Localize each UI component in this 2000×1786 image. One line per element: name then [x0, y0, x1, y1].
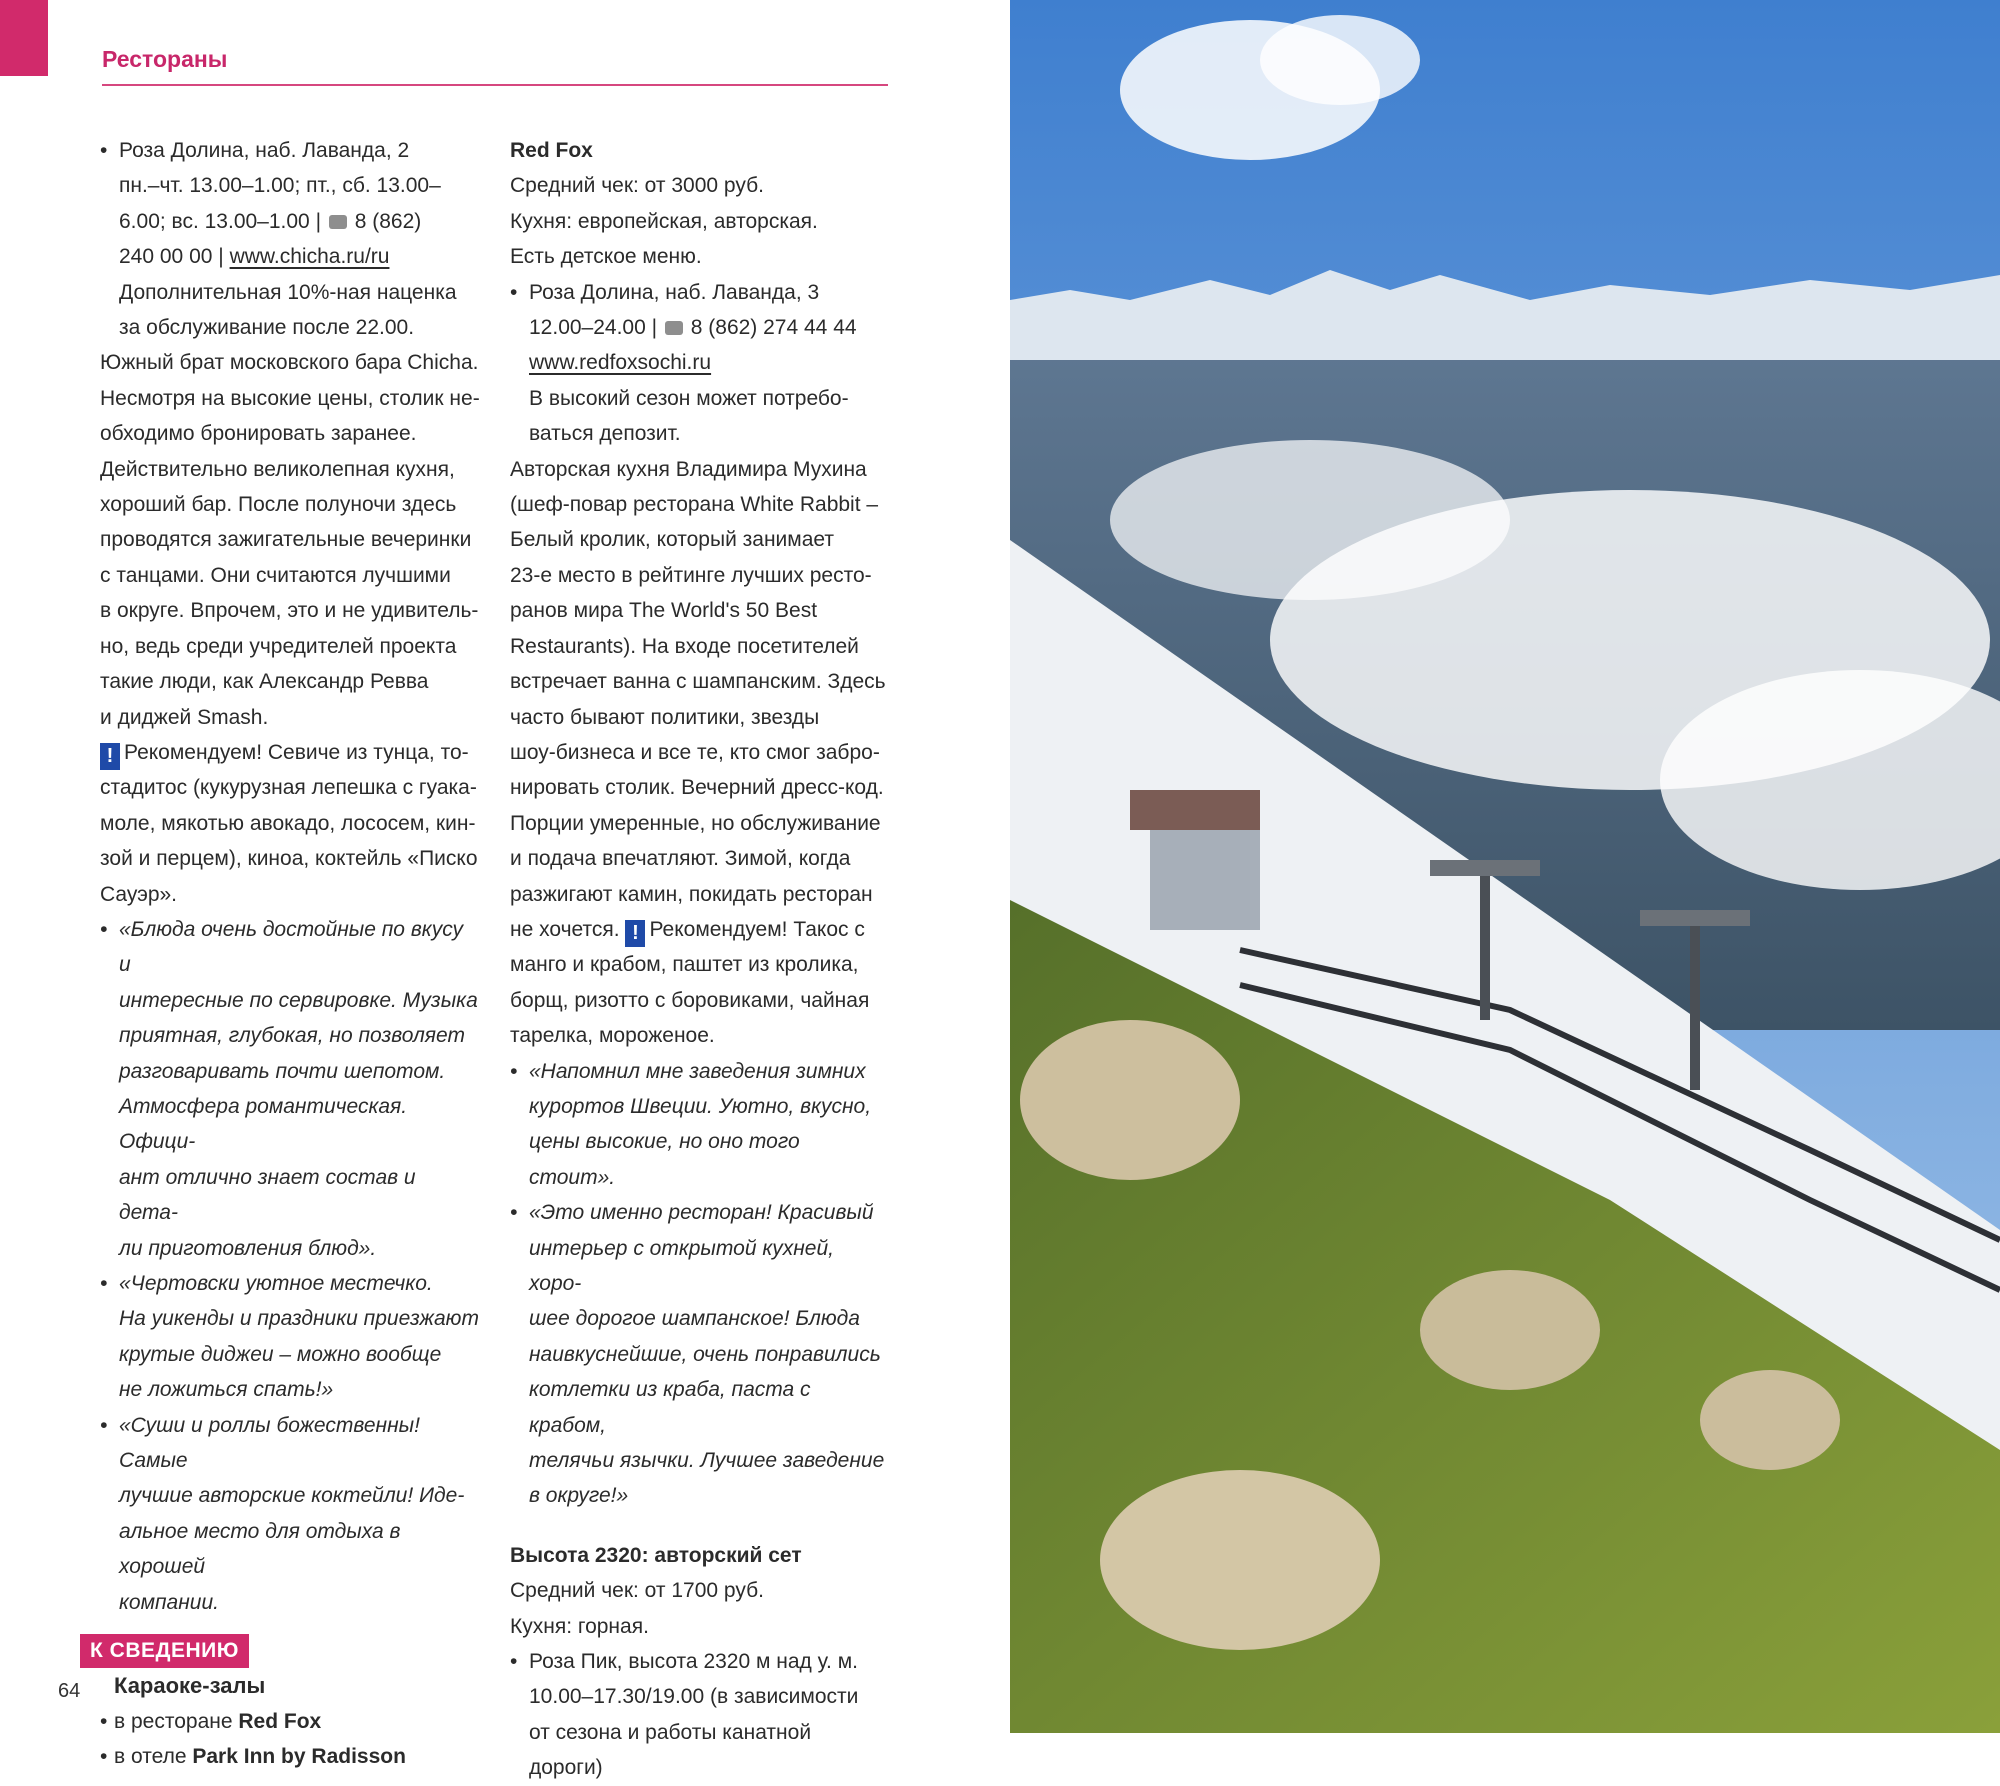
chicha-body: обходимо бронировать заранее.	[100, 422, 417, 446]
review: наивкуснейшие, очень понравились	[529, 1342, 881, 1366]
chicha-body: но, ведь среди учредителей проекта	[100, 634, 457, 658]
section-title: Рестораны	[102, 46, 228, 72]
lift-pylon-head	[1430, 860, 1540, 876]
chicha-recommend: моле, мякотью авокадо, лососем, кин-	[100, 811, 476, 835]
vysota-cuisine: Кухня: горная.	[510, 1614, 649, 1638]
review: курортов Швеции. Уютно, вкусно,	[529, 1094, 872, 1118]
chicha-website-link[interactable]: www.chicha.ru/ru	[229, 245, 390, 269]
review: ли приготовления блюд».	[119, 1236, 377, 1260]
chicha-hours-2: 6.00; вс. 13.00–1.00 | 8 (862)	[119, 209, 422, 233]
red-fox-body: часто бывают политики, звезды	[510, 705, 820, 729]
chicha-body: проводятся зажигательные вечеринки	[100, 528, 472, 552]
red-fox-body: Restaurants). На входе посетителей	[510, 634, 859, 658]
red-fox-recommend: тарелка, мороженое.	[510, 1024, 715, 1048]
red-fox-deposit: ваться депозит.	[529, 422, 681, 446]
cloud	[1260, 15, 1420, 105]
red-fox-check: Средний чек: от 3000 руб.	[510, 174, 764, 198]
station-roof	[1130, 790, 1260, 830]
review: цены высокие, но оно того стоит».	[529, 1130, 800, 1189]
red-fox-body: нировать столик. Вечерний дресс-код.	[510, 776, 884, 800]
mountain-landscape-image	[1010, 0, 2000, 1733]
info-box-heading: Караоке-залы	[114, 1673, 266, 1699]
lift-pylon	[1480, 860, 1490, 1020]
chicha-hours: пн.–чт. 13.00–1.00; пт., сб. 13.00–	[119, 174, 441, 198]
red-fox-body: Авторская кухня Владимира Мухина	[510, 457, 867, 481]
chicha-surcharge: Дополнительная 10%-ная наценка	[119, 280, 457, 304]
red-fox-body: шоу-бизнеса и все те, кто смог забро-	[510, 740, 880, 764]
info-box-item: • в ресторане Red Fox	[100, 1704, 480, 1739]
rock	[1020, 1020, 1240, 1180]
title-divider	[102, 84, 888, 86]
mountain-photo	[1010, 0, 2000, 1733]
review: крутые диджеи – можно вообще	[119, 1342, 442, 1366]
vysota-hours: от сезона и работы канатной дороги)	[529, 1720, 812, 1780]
chicha-body: Действительно великолепная кухня,	[100, 457, 455, 481]
chicha-surcharge-2: за обслуживание после 22.00.	[119, 316, 415, 340]
red-fox-hours: 12.00–24.00 | 8 (862) 274 44 44	[529, 316, 857, 340]
exclamation-icon: !	[625, 920, 645, 947]
exclamation-icon: !	[100, 743, 120, 770]
page-number: 64	[58, 1680, 81, 1702]
red-fox-body: Порции умеренные, но обслуживание	[510, 811, 881, 835]
rock	[1420, 1270, 1600, 1390]
red-fox-recommend: не хочется. ! Рекомендуем! Такос с	[510, 912, 890, 947]
red-fox-body: и подача впечатляют. Зимой, когда	[510, 847, 851, 871]
review: На уикенды и праздники приезжают	[119, 1307, 479, 1331]
review: ант отлично знает состав и дета-	[119, 1165, 416, 1225]
red-fox-recommend: борщ, ризотто с боровиками, чайная	[510, 988, 870, 1012]
review: интересные по сервировке. Музыка	[119, 988, 478, 1012]
chicha-recommend: ! Рекомендуем! Севиче из тунца, то-	[100, 735, 480, 770]
chicha-body: Несмотря на высокие цены, столик не-	[100, 386, 480, 410]
red-fox-address: • Роза Долина, наб. Лаванда, 3	[510, 275, 890, 310]
info-box-label: К СВЕДЕНИЮ	[80, 1634, 249, 1668]
review: котлетки из краба, паста с крабом,	[529, 1378, 811, 1437]
info-box-item: • в отеле Park Inn by Radisson	[100, 1739, 480, 1774]
rock	[1100, 1470, 1380, 1650]
chicha-body: и диджей Smash.	[100, 705, 269, 729]
phone-icon	[665, 321, 683, 335]
red-fox-body: разжигают камин, покидать ресторан	[510, 882, 873, 906]
review: разговаривать почти шепотом.	[119, 1059, 446, 1083]
lift-pylon-head	[1640, 910, 1750, 926]
review: интерьер с открытой кухней, хоро-	[529, 1236, 834, 1295]
vysota-hours: 10.00–17.30/19.00 (в зависимости	[529, 1685, 859, 1709]
vysota-address: • Роза Пик, высота 2320 м над у. м.	[510, 1644, 890, 1679]
red-fox-kids: Есть детское меню.	[510, 245, 702, 269]
review: Атмосфера романтическая. Офици-	[119, 1094, 408, 1154]
middle-column	[510, 133, 890, 1786]
red-fox-body: (шеф-повар ресторана White Rabbit –	[510, 493, 879, 517]
review: компании.	[119, 1590, 219, 1614]
review: • «Напомнил мне заведения зимних	[510, 1054, 890, 1089]
chicha-body: Южный брат московского бара Chicha.	[100, 351, 479, 375]
review: телячьи язычки. Лучшее заведение	[529, 1449, 885, 1473]
cloud-layer	[1110, 440, 1510, 600]
review: не ложиться спать!»	[119, 1378, 334, 1402]
rock	[1700, 1370, 1840, 1470]
red-fox-body: Белый кролик, который занимает	[510, 528, 834, 552]
review: • «Суши и роллы божественны! Самые	[100, 1408, 480, 1479]
chicha-recommend: зой и перцем), киноа, коктейль «Писко	[100, 847, 478, 871]
red-fox-deposit: В высокий сезон может потребо-	[529, 386, 849, 410]
phone-icon	[329, 215, 347, 229]
red-fox-cuisine: Кухня: европейская, авторская.	[510, 209, 818, 233]
chicha-address: • Роза Долина, наб. Лаванда, 2	[100, 133, 480, 168]
red-fox-name: Red Fox	[510, 139, 593, 162]
red-fox-website-link[interactable]: www.redfoxsochi.ru	[529, 351, 712, 375]
section-tab-marker	[0, 0, 48, 76]
review: в округе!»	[529, 1484, 629, 1508]
chicha-body: хороший бар. После полуночи здесь	[100, 493, 457, 517]
chicha-recommend: Сауэр».	[100, 882, 178, 906]
review: лучшие авторские коктейли! Иде-	[119, 1484, 465, 1508]
vysota-name: Высота 2320: авторский сет	[510, 1543, 802, 1567]
lift-pylon	[1690, 910, 1700, 1090]
red-fox-body: 23-е место в рейтинге лучших ресто-	[510, 563, 872, 587]
chicha-body: с танцами. Они считаются лучшими	[100, 563, 451, 587]
review: • «Чертовски уютное местечко.	[100, 1266, 480, 1301]
red-fox-recommend: манго и крабом, паштет из кролика,	[510, 953, 859, 977]
chicha-recommend: стадитос (кукурузная лепешка с гуака-	[100, 776, 477, 800]
chicha-body: в округе. Впрочем, это и не удивитель-	[100, 599, 479, 623]
chicha-body: такие люди, как Александр Ревва	[100, 670, 429, 694]
chicha-phone: 240 00 00 | www.chicha.ru/ru	[119, 245, 390, 269]
review: • «Блюда очень достойные по вкусу и	[100, 912, 480, 983]
vysota-check: Средний чек: от 1700 руб.	[510, 1579, 764, 1603]
spacer	[510, 1514, 890, 1538]
review: • «Это именно ресторан! Красивый	[510, 1195, 890, 1230]
left-column	[90, 133, 480, 1775]
red-fox-website	[510, 345, 890, 380]
review: шее дорогое шампанское! Блюда	[529, 1307, 860, 1331]
review: приятная, глубокая, но позволяет	[119, 1024, 465, 1048]
red-fox-body: ранов мира The World's 50 Best	[510, 599, 818, 623]
review: альное место для отдыха в хорошей	[119, 1519, 401, 1579]
red-fox-body: встречает ванна с шампанским. Здесь	[510, 670, 886, 694]
station-building	[1150, 830, 1260, 930]
